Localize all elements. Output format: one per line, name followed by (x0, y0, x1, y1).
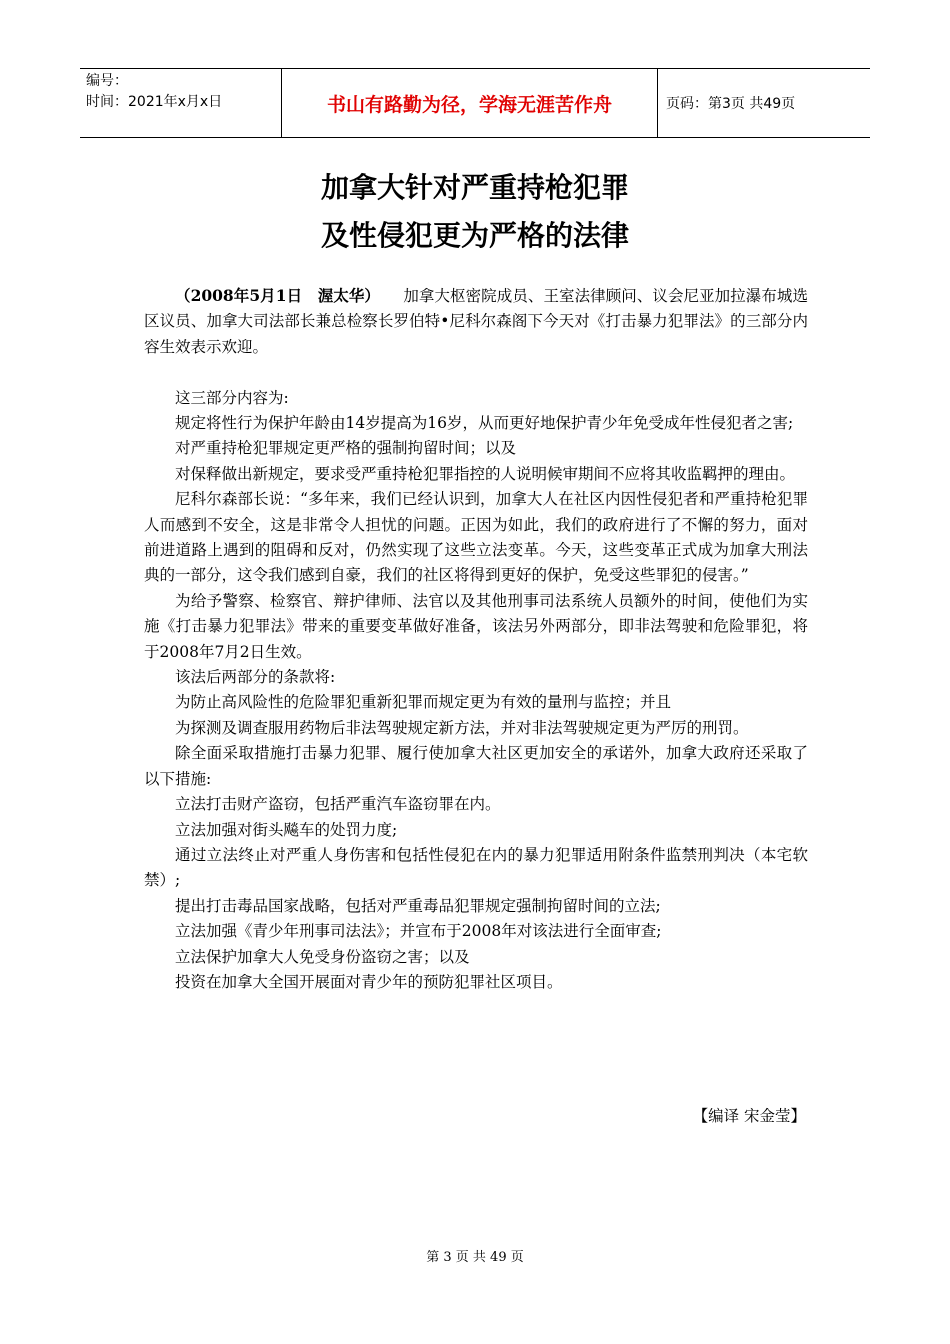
paragraph: 提出打击毒品国家战略，包括对严重毒品犯罪规定强制拘留时间的立法; (175, 896, 661, 915)
paragraph-list (144, 386, 808, 996)
paragraph: 这三部分内容为: (175, 388, 289, 407)
document-number: 编号： (86, 73, 128, 89)
article-intro (144, 283, 808, 360)
page-footer: 第 3 页 共 49 页 (426, 1250, 524, 1265)
paragraph: 为给予警察、检察官、辩护律师、法官以及其他刑事司法系统人员额外的时间，使他们为实施《打击暴力犯罪法》带来的重要变革做好准备，该法另外两部分，即非法驾驶和危险罪犯，将于2008年7月2日生效。 (144, 591, 808, 661)
paragraph: 规定将性行为保护年龄由14岁提高为16岁，从而更好地保护青少年免受成年性侵犯者之害; (175, 414, 794, 433)
paragraph: 为防止高风险性的危险罪犯重新犯罪而规定更为有效的量刑与监控；并且 (175, 693, 672, 712)
paragraph: 立法加强《青少年刑事司法法》；并宣布于2008年对该法进行全面审查; (175, 922, 662, 941)
editor-credit: 【编译 宋金莹】 (692, 1107, 806, 1125)
paragraph: 尼科尔森部长说：“多年来，我们已经认识到，加拿大人在社区内因性侵犯者和严重持枪犯罪人而感到不安全，这是非常令人担忧的问题。正因为如此，我们的政府进行了不懈的努力，面对前进道路上遇到的阻碍和反对，仍然实现了这些立法变革。今天，这些变革正式成为加拿大刑法典的一部分，这令我们感到自豪，我们的社区将得到更好的保护，免受这些罪犯的侵害。” (144, 490, 808, 585)
paragraph: 立法打击财产盗窃，包括严重汽车盗窃罪在内。 (175, 795, 501, 814)
paragraph: 立法保护加拿大人免受身份盗窃之害；以及 (175, 947, 470, 966)
paragraph: 除全面采取措施打击暴力犯罪、履行使加拿大社区更加安全的承诺外，加拿大政府还采取了以下措施: (144, 744, 808, 788)
page-header (80, 68, 870, 138)
dateline: （2008年5月1日 渥太华） (175, 286, 373, 305)
title-line-1: 加拿大针对严重持枪犯罪 (320, 171, 629, 204)
document-date: 时间：2021年x月x日 (86, 94, 223, 110)
paragraph: 该法后两部分的条款将: (175, 668, 336, 687)
header-meta (80, 69, 282, 137)
paragraph: 对保释做出新规定，要求受严重持枪犯罪指控的人说明候审期间不应将其收监羁押的理由。 (175, 464, 796, 483)
blank-line (144, 360, 808, 385)
paragraph: 立法加强对街头飚车的处罚力度; (175, 820, 398, 839)
header-page-info: 页码：第3页 共49页 (666, 96, 796, 112)
intro-text: 加拿大枢密院成员、王室法律顾问、议会尼亚加拉瀑布城选区议员、加拿大司法部长兼总检察长罗伯特•尼科尔森阁下今天对《打击暴力犯罪法》的三部分内容生效表示欢迎。 (144, 287, 808, 356)
paragraph: 投资在加拿大全国开展面对青少年的预防犯罪社区项目。 (175, 972, 563, 991)
paragraph: 通过立法终止对严重人身伤害和包括性侵犯在内的暴力犯罪适用附条件监禁刑判决（本宅软禁）; (144, 845, 808, 890)
paragraph: 为探测及调查服用药物后非法驾驶规定新方法，并对非法驾驶规定更为严厉的刑罚。 (175, 718, 749, 737)
header-motto: 书山有路勤为径，学海无涯苦作舟 (282, 69, 658, 137)
title-line-2: 及性侵犯更为严格的法律 (320, 219, 629, 252)
paragraph: 对严重持枪犯罪规定更严格的强制拘留时间；以及 (175, 439, 517, 458)
article-body (144, 283, 808, 995)
